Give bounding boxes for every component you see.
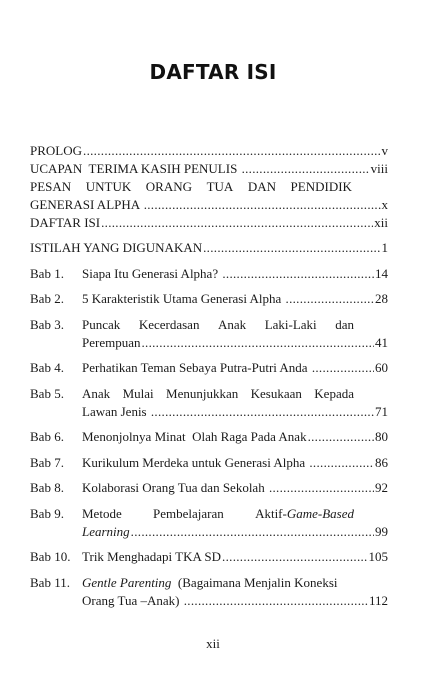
toc-entry-prolog [30, 142, 388, 159]
chapter-number: Bab 4. [30, 360, 64, 375]
toc-page-number: 86 [375, 455, 388, 470]
chapter-title-line2: Orang Tua –Anak) [82, 593, 183, 608]
chapter-title: 5 Karakteristik Utama Generasi Alpha [82, 291, 285, 306]
toc-word [255, 505, 354, 522]
toc-word: Anak [217, 317, 247, 332]
toc-word: Kecerdasan [138, 317, 200, 332]
toc-entry-bab-6 [30, 428, 388, 445]
toc-word: Anak [82, 386, 111, 401]
toc-entry-bab-5-line2 [82, 403, 388, 420]
toc-word-italic: Game-Based [286, 506, 354, 521]
leader-dots [131, 523, 374, 540]
leader-dots [101, 214, 373, 231]
chapter-number: Bab 3. [30, 317, 64, 332]
leader-dots [312, 359, 374, 376]
toc-entry-bab-9-line1 [30, 505, 388, 522]
chapter-title-line2: Perempuan [82, 335, 141, 350]
chapter-number: Bab 11. [30, 575, 70, 590]
toc-word: Laki-Laki [264, 317, 317, 332]
chapter-title-line2: Lawan Jenis [82, 404, 150, 419]
toc-word-part: Aktif- [255, 506, 287, 521]
chapter-number: Bab 8. [30, 480, 64, 495]
toc-entry-label: PROLOG [30, 143, 83, 158]
chapter-title: Perhatikan Teman Sebaya Putra-Putri Anda [82, 360, 311, 375]
toc-word: Menunjukkan [166, 386, 239, 401]
toc-word: Mulai [122, 386, 154, 401]
chapter-number: Bab 1. [30, 266, 64, 281]
chapter-title: Siapa Itu Generasi Alpha? [82, 266, 222, 281]
toc-page-number: 41 [375, 335, 388, 350]
leader-dots [309, 454, 374, 471]
leader-dots [222, 265, 374, 282]
toc-page-number: 14 [375, 266, 388, 281]
toc-page-number: 99 [375, 524, 388, 539]
toc-word: TUA [206, 179, 234, 194]
toc-entry-bab-11-line2 [82, 592, 388, 609]
toc-word: Metode [82, 506, 122, 521]
toc-page-number: viii [370, 161, 388, 176]
toc-word: UNTUK [85, 179, 132, 194]
toc-entry-pesan-line1 [30, 178, 352, 195]
chapter-title: Kurikulum Merdeka untuk Generasi Alpha [82, 455, 309, 470]
toc-word: Kesukaan [250, 386, 302, 401]
leader-dots [269, 479, 374, 496]
chapter-title-line2: Learning [82, 524, 130, 539]
toc-word: dan [335, 317, 354, 332]
toc-page-number: 71 [375, 404, 388, 419]
toc-entry-bab-3-line2 [82, 334, 388, 351]
toc-entry-bab-3-line1 [30, 316, 388, 333]
toc-page-number: 80 [375, 429, 388, 444]
toc-entry-bab-10 [30, 548, 388, 565]
leader-dots [151, 403, 374, 420]
chapter-title-line1 [82, 385, 354, 402]
toc-entry-bab-5-line1 [30, 385, 388, 402]
toc-page-number: 112 [368, 593, 388, 608]
toc-page-number: x [381, 197, 388, 212]
chapter-number: Bab 10. [30, 549, 71, 564]
leader-dots [242, 160, 370, 177]
toc-word: PENDIDIK [290, 179, 352, 194]
leader-dots [83, 142, 380, 159]
leader-dots [203, 239, 380, 256]
toc-entry-bab-2 [30, 290, 388, 307]
chapter-title-rest: (Bagaimana Menjalin Koneksi [171, 575, 338, 590]
toc-page-number: v [381, 143, 388, 158]
chapter-title: Trik Menghadapi TKA SD [82, 549, 222, 564]
toc-entry-daftar-isi [30, 214, 388, 231]
toc-entry-bab-7 [30, 454, 388, 471]
leader-dots [222, 548, 367, 565]
toc-page-number: 105 [368, 549, 388, 564]
chapter-title-line1 [82, 316, 354, 333]
chapter-number: Bab 7. [30, 455, 64, 470]
toc-word: ORANG [145, 179, 193, 194]
toc-word: DAN [247, 179, 276, 194]
leader-dots [144, 196, 381, 213]
chapter-number: Bab 9. [30, 506, 64, 521]
toc-entry-label: DAFTAR ISI [30, 215, 101, 230]
chapter-number: Bab 5. [30, 386, 64, 401]
leader-dots [308, 428, 374, 445]
chapter-number: Bab 6. [30, 429, 64, 444]
leader-dots [286, 290, 374, 307]
leader-dots [184, 592, 368, 609]
toc-entry-istilah [30, 239, 388, 256]
chapter-title: Menonjolnya Minat Olah Raga Pada Anak [82, 429, 307, 444]
toc-entry-bab-11-line1 [30, 574, 388, 591]
toc-entry-pesan-line2 [30, 196, 388, 213]
chapter-title-italic: Gentle Parenting [82, 575, 172, 590]
toc-page-number: 1 [381, 240, 388, 255]
toc-page-number: 60 [375, 360, 388, 375]
toc-page-number: xii [374, 215, 388, 230]
leader-dots [141, 334, 374, 351]
toc-page-number: 28 [375, 291, 388, 306]
toc-entry-bab-1 [30, 265, 388, 282]
page-title: DAFTAR ISI [149, 60, 277, 84]
page-number-footer: xii [206, 636, 220, 651]
toc-word: Kepada [314, 386, 354, 401]
toc-word: PESAN [30, 179, 72, 194]
toc-word: Pembelajaran [153, 506, 224, 521]
toc-entry-label: GENERASI ALPHA [30, 197, 143, 212]
toc-entry-label: UCAPAN TERIMA KASIH PENULIS [30, 161, 241, 176]
toc-entry-label: ISTILAH YANG DIGUNAKAN [30, 240, 203, 255]
toc-entry-ucapan [30, 160, 388, 177]
toc-page-number: 92 [375, 480, 388, 495]
chapter-title: Kolaborasi Orang Tua dan Sekolah [82, 480, 268, 495]
toc-word: Puncak [82, 317, 121, 332]
toc-entry-bab-9-line2 [82, 523, 388, 540]
toc-entry-bab-4 [30, 359, 388, 376]
chapter-number: Bab 2. [30, 291, 64, 306]
chapter-title-line1 [82, 505, 354, 522]
toc-entry-bab-8 [30, 479, 388, 496]
